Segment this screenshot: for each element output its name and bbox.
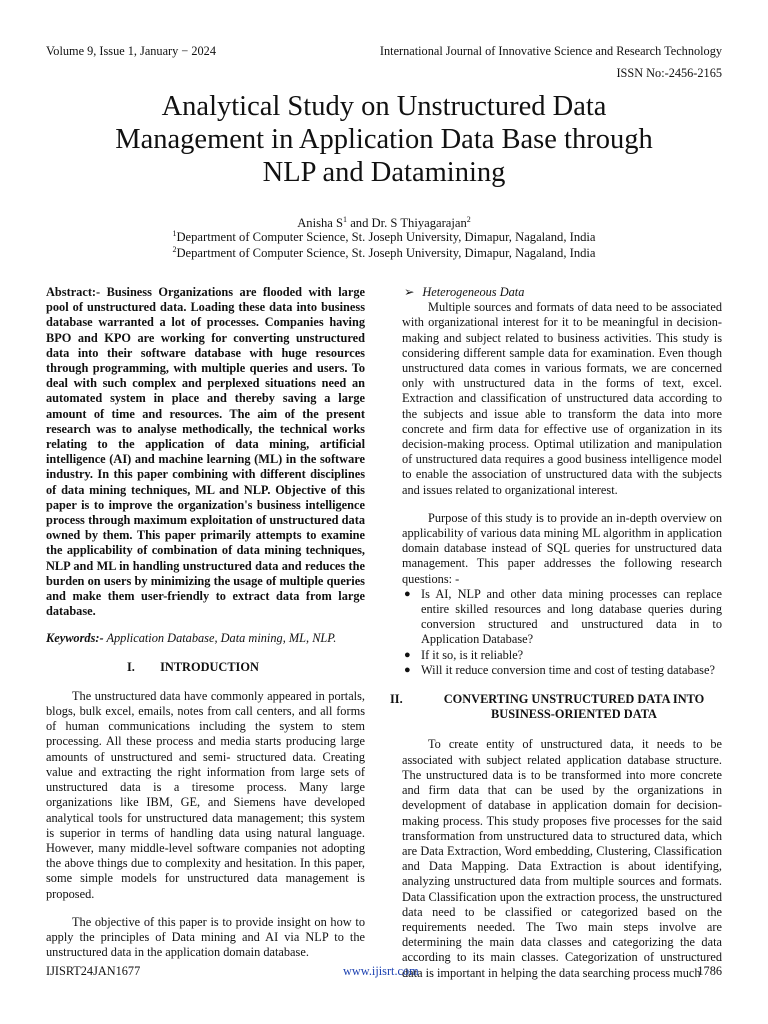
section-2-paragraph: To create entity of unstructured data, it needs to be associated with subject related application database structure. The unstructured data is to be transformed into more concrete and firm data that can be used by the organizations in development of database in application domain for decision-making process. This study proposes five processes for the said transformation from unstructured data to structured data, which are Data Extraction, Word embedding, Clustering, Classification and Data Mapping. Data Extraction is about identifying, analyzing unstructured data from multiple sources and formats. Data Classification upon the extraction process, the unstructured data need to be classified or categorized based on the requirements needed. The Two main steps involve are determining the main data classes and categorizing the data according to its main classes. Categorization of unstructured data is important in helping the data searching process much [402, 737, 722, 980]
issn: ISSN No:-2456-2165 [616, 66, 722, 80]
journal-name: International Journal of Innovative Science and Research Technology [379, 44, 722, 58]
title-line-1: Analytical Study on Unstructured Data [161, 91, 607, 122]
affiliation-1-sup: 1 [172, 228, 177, 238]
volume-issue: Volume 9, Issue 1, January − 2024 [46, 44, 216, 58]
author-2: Dr. S Thiyagarajan [371, 216, 467, 230]
list-item-text: Is AI, NLP and other data mining processes can replace entire skilled resources and long database queries during conversion structured and unstructured data in to Application Database? [421, 586, 722, 647]
keywords-label: Keywords:- [46, 631, 104, 646]
paper-id: IJISRT24JAN1677 [46, 964, 141, 978]
affiliation-2-text: Department of Computer Science, St. Joseph University, Dimapur, Nagaland, India [176, 246, 596, 260]
paper-title [40, 90, 728, 189]
title-line-2: Management in Application Data Base through [115, 124, 653, 155]
page-footer [46, 964, 722, 980]
intro-paragraph-2: The objective of this paper is to provide insight on how to apply the principles of Data mining and AI via NLP to the unstructured data in the application domain database. [46, 914, 365, 960]
list-item-text: If it so, is it reliable? [421, 647, 524, 662]
journal-link[interactable]: www.ijisrt.com [343, 964, 419, 978]
affiliation-1 [0, 230, 768, 245]
title-line-3: NLP and Datamining [262, 157, 506, 188]
author-1: Anisha S [297, 216, 344, 230]
right-column [390, 285, 722, 981]
running-header [46, 44, 722, 60]
author-connector: and [347, 216, 372, 230]
bullet-icon: ● [404, 663, 411, 676]
subheading-text: Heterogeneous Data [422, 285, 525, 299]
bullet-icon: ● [404, 587, 411, 600]
list-item [402, 648, 722, 663]
section-2-heading [390, 692, 722, 722]
purpose-paragraph: Purpose of this study is to provide an in-depth overview on applicability of various data mining ML algorithm in application domain database instead of SQL queries for unstructured data management. This paper addresses the following research questions: - [402, 510, 722, 586]
section-2-number: II. [390, 692, 403, 707]
affiliation-2 [0, 246, 768, 261]
affiliation-2-sup: 2 [172, 244, 177, 254]
section-1-heading [46, 660, 365, 675]
section-2-title: CONVERTING UNSTRUCTURED DATA INTO BUSINESS-ORIENTED DATA [443, 692, 705, 722]
bullet-icon: ● [404, 648, 411, 661]
section-1-number: I. [127, 659, 135, 674]
author-2-sup: 2 [466, 214, 471, 224]
keywords-text: Application Database, Data mining, ML, NLP. [103, 631, 337, 646]
affiliation-1-text: Department of Computer Science, St. Joseph University, Dimapur, Nagaland, India [176, 230, 596, 244]
list-item-text: Will it reduce conversion time and cost of testing database? [421, 662, 715, 677]
left-column [46, 285, 365, 960]
keywords [46, 631, 365, 646]
abstract: Abstract:- Business Organizations are flooded with large pool of unstructured data. Loading these data into business database warranted a lot of processes. Companies having BPO and KPO are working for converting unstructured data into their software database with huge resources through programming, with multiple queries and users. To deal with such complex and perplexed situations need an automated system in place and thereby saving a large amount of time and resources. The aim of the present research was to analyse methodically, the technical works relating to the application of data mining, artificial intelligence (AI) and machine learning (ML) in the software industry. In this paper combining with different disciplines of data mining techniques, ML and NLP. Objective of this paper is to improve the organization's business intelligence process through maximum exploitation of unstructured data owned by them. This paper primarily attempts to examine the applicability of combination of data mining techniques, NLP and ML in handling unstructured data and reduces the burden on users by minimizing the usage of multiple queries and make them user-friendly to extract data from large database. [46, 285, 365, 619]
research-questions-list [402, 587, 722, 678]
intro-paragraph-1: The unstructured data have commonly appeared in portals, blogs, bulk excel, emails, notes from call centers, and all forms of human communications including the system to stem processing. All these process and media starts producing large amounts of unstructured and semi- structured data. Creating value and extracting the right information from large sets of unstructured data is a tiresome process. Many large organizations like IBM, GE, and Siemens have developed analytical tools for unstructured data management; this system is superior in terms of handling data using natural language. However, many middle-level software companies not adopting the above things due to complexity and hesitation. In this paper, some simple models for unstructured data management is proposed. [46, 688, 365, 901]
author-line [0, 216, 768, 231]
list-item [402, 663, 722, 678]
page-number: 1786 [697, 964, 722, 978]
section-1-title: INTRODUCTION [160, 659, 259, 674]
heterogeneous-paragraph: Multiple sources and formats of data need to be associated with organizational interest for it to be meaningful in decision-making and subject related to business activities. This study is considering different sample data for examination. Even though unstructured data comes in various formats, we are concerned only with unstructured data in the forms of text, excel. Extraction and classification of unstructured data according to the subjects and issue able to transform the data into more concrete and firm data for effective use of organization in its decision-making process. Optimal utilization and manipulation of unstructured data requires a good business intelligence model to enable the association of unstructured data with the subjects and issues related to organizational interest. [402, 300, 722, 497]
author-1-sup: 1 [343, 214, 348, 224]
arrow-bullet-icon: ➢ [404, 285, 415, 299]
subheading-heterogeneous-data [402, 285, 722, 300]
list-item [402, 587, 722, 648]
